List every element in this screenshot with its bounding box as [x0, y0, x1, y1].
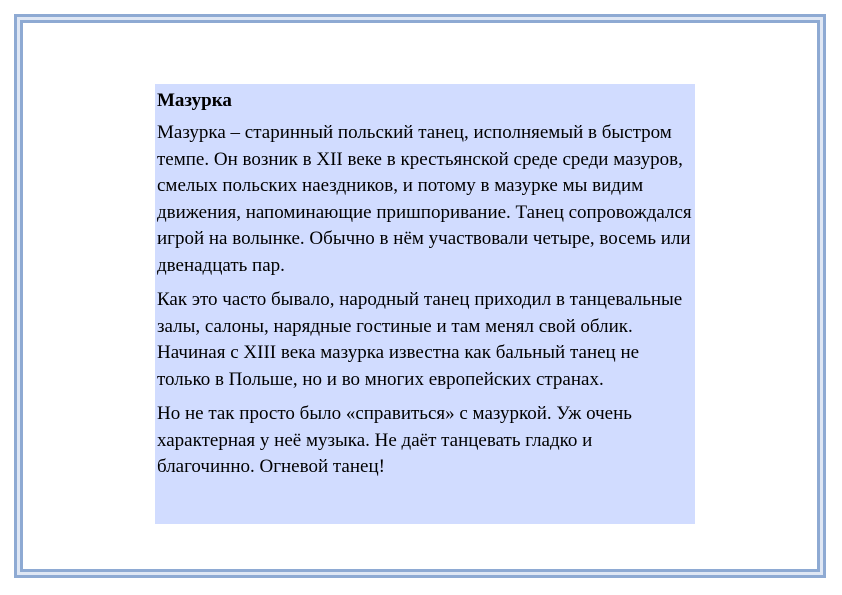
text-box	[155, 84, 695, 524]
paragraph-3: Но не так просто было «справиться» с мазуркой. Уж очень характерная у неё музыка. Не даёт танцевать гладко и благочинно. Огневой танец!	[157, 403, 632, 477]
paragraph-1: Мазурка – старинный польский танец, исполняемый в быстром темпе. Он возник в XII веке в крестьянской среде среди мазуров, смелых польских наездников, и потому в мазурке мы видим движения, напоминающие пришпоривание. Танец сопровождался игрой на волынке. Обычно в нём участвовали четыре, восемь или двенадцать пар.	[157, 122, 692, 276]
paragraph-2: Как это часто бывало, народный танец приходил в танцевальные залы, салоны, нарядные гостиные и там менял свой облик. Начиная с XIII века мазурка известна как бальный танец не только в Польше, но и во многих европейских странах.	[157, 289, 683, 390]
document-title: Мазурка	[157, 90, 232, 111]
